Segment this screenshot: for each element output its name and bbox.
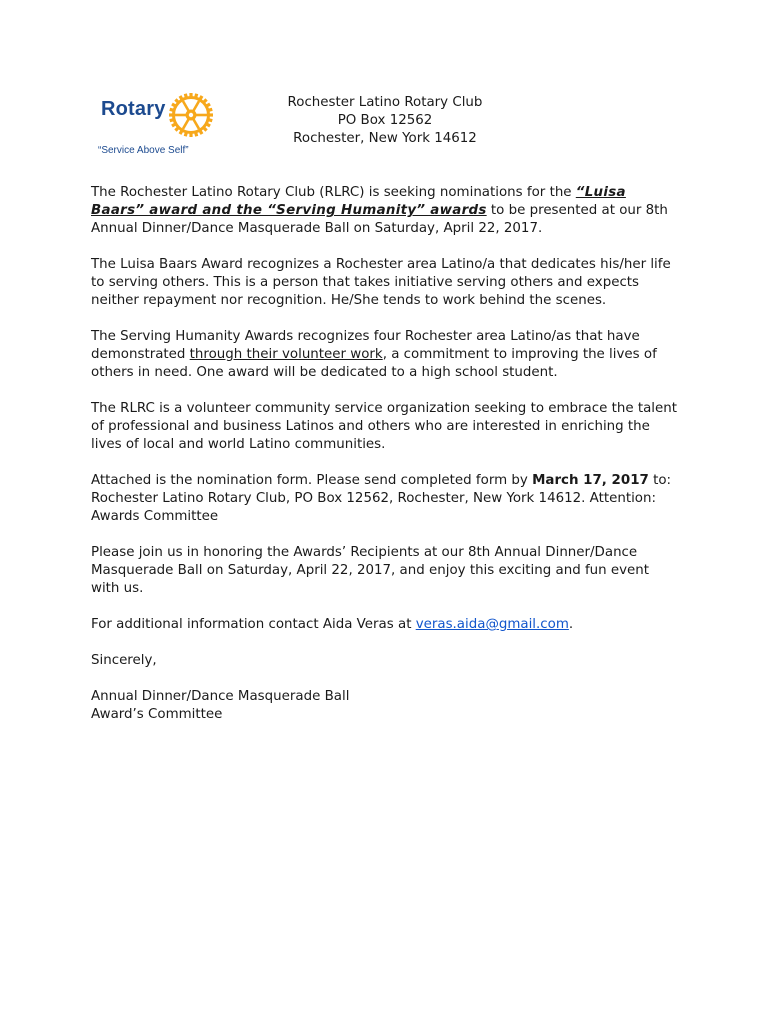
deadline-date: March 17, 2017	[532, 473, 649, 488]
rlrc-description-paragraph: The RLRC is a volunteer community service organization seeking to embrace the talent of professional and business Latinos and others who are interested in enriching the lives of local and world Latino communities.	[91, 401, 677, 452]
address-line-3: Rochester, New York 14612	[293, 131, 477, 146]
contact-paragraph: For additional information contact Aida Veras at veras.aida@gmail.com.	[91, 617, 574, 632]
signature-line-1: Annual Dinner/Dance Masquerade Ball	[91, 689, 350, 704]
submission-paragraph: Attached is the nomination form. Please send completed form by March 17, 2017 to: Rochester Latino Rotary Club, PO Box 12562, Rochester, New York 14612. Attention: Awards Committee	[91, 473, 672, 524]
volunteer-work-emphasis: through their volunteer work	[189, 347, 383, 362]
letter-body	[91, 184, 681, 724]
logo-wordmark: Rotary	[101, 98, 166, 120]
award-names: “Luisa Baars” award and the “Serving Humanity” awards	[91, 185, 626, 218]
intro-paragraph: The Rochester Latino Rotary Club (RLRC) is seeking nominations for the “Luisa Baars” award and the “Serving Humanity” awards to be presented at our 8th Annual Dinner/Dance Masquerade Ball on Saturday, April 22, 2017.	[91, 185, 668, 236]
luisa-baars-paragraph: The Luisa Baars Award recognizes a Rochester area Latino/a that dedicates his/her life to serving others. This is a person that takes initiative serving others and expects neither repayment nor recognition. He/She tends to work behind the scenes.	[91, 257, 671, 308]
address-line-2: PO Box 12562	[337, 113, 433, 128]
signature-line-2: Award’s Committee	[91, 707, 223, 722]
invitation-paragraph: Please join us in honoring the Awards’ Recipients at our 8th Annual Dinner/Dance Masquerade Ball on Saturday, April 22, 2017, and enjoy this exciting and fun event with us.	[91, 545, 650, 596]
rotary-logo	[98, 90, 228, 160]
contact-email-link[interactable]: veras.aida@gmail.com	[415, 617, 569, 632]
salutation: Sincerely,	[91, 653, 157, 668]
rotary-wheel-icon	[168, 92, 214, 138]
logo-tagline: “Service Above Self”	[98, 145, 189, 156]
serving-humanity-paragraph: The Serving Humanity Awards recognizes four Rochester area Latino/as that have demonstrated through their volunteer work, a commitment to improving the lives of others in need. One award will be dedicated to a high school student.	[91, 329, 657, 380]
address-line-1: Rochester Latino Rotary Club	[287, 95, 483, 110]
club-address	[240, 94, 530, 148]
